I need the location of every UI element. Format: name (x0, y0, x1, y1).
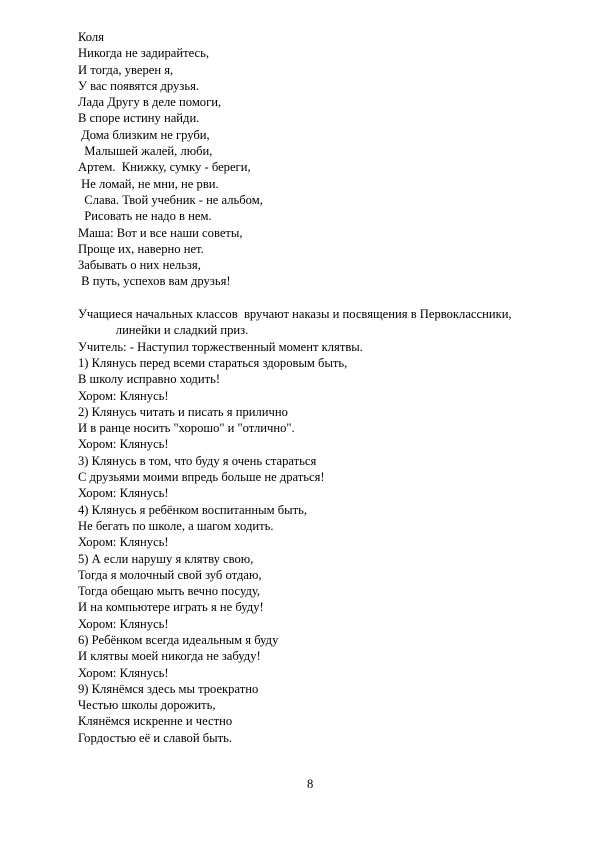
text-line: 4) Клянусь я ребёнком воспитанным быть, (78, 502, 307, 517)
text-line: И тогда, уверен я, (78, 62, 174, 77)
document-text-body (78, 29, 578, 746)
text-line: Учитель: - Наступил торжественный момент клятвы. (78, 339, 363, 354)
text-line: В споре истину найди. (78, 111, 200, 126)
text-line: Честью школы дорожить, (78, 698, 216, 713)
text-line: Хором: Клянусь! (78, 437, 169, 452)
text-line: В путь, успехов вам друзья! (78, 274, 231, 289)
text-line: Не бегать по школе, а шагом ходить. (78, 518, 274, 533)
text-line: Хором: Клянусь! (78, 665, 169, 680)
text-line: Клянёмся искренне и честно (78, 714, 233, 729)
text-line: Проще их, наверно нет. (78, 241, 204, 256)
text-line: 9) Клянёмся здесь мы троекратно (78, 681, 259, 696)
text-line: Тогда я молочный свой зуб отдаю, (78, 567, 262, 582)
text-line: Слава. Твой учебник - не альбом, (78, 192, 263, 207)
text-line: Хором: Клянусь! (78, 388, 169, 403)
text-line: И на компьютере играть я не буду! (78, 600, 264, 615)
text-line: Хором: Клянусь! (78, 535, 169, 550)
text-line: Хором: Клянусь! (78, 616, 169, 631)
text-line: С друзьями моими впредь больше не драться! (78, 470, 325, 485)
page-number: 8 (307, 777, 314, 791)
text-line: 2) Клянусь читать и писать я прилично (78, 404, 288, 419)
text-line: В школу исправно ходить! (78, 372, 221, 387)
text-line: Малышей жалей, люби, (78, 144, 213, 159)
text-line: Рисовать не надо в нем. (78, 209, 212, 224)
text-line: У вас появятся друзья. (78, 78, 200, 93)
text-line: Забывать о них нельзя, (78, 258, 201, 273)
text-line: Не ломай, не мни, не рви. (78, 176, 219, 191)
text-line: Маша: Вот и все наши советы, (78, 225, 243, 240)
text-line: И в ранце носить "хорошо" и "отлично". (78, 421, 295, 436)
text-line: Тогда обещаю мыть вечно посуду, (78, 584, 261, 599)
text-line: 3) Клянусь в том, что буду я очень стараться (78, 453, 317, 468)
text-line: Лада Другу в деле помоги, (78, 95, 222, 110)
text-line: Дома близким не груби, (78, 127, 210, 142)
text-line: 6) Ребёнком всегда идеальным я буду (78, 632, 279, 647)
text-line: 1) Клянусь перед всеми стараться здоровым быть, (78, 355, 348, 370)
text-line: 5) А если нарушу я клятву свою, (78, 551, 254, 566)
text-line: Учащиеся начальных классов вручают наказы и посвящения в Первоклассники, (78, 307, 512, 322)
text-line: Гордостью её и славой быть. (78, 730, 233, 745)
text-line: Хором: Клянусь! (78, 486, 169, 501)
text-line: И клятвы моей никогда не забуду! (78, 649, 261, 664)
blank-line (78, 290, 578, 306)
text-line: Артем. Книжку, сумку - береги, (78, 160, 251, 175)
text-line: Коля (78, 30, 104, 44)
text-line: Никогда не задирайтесь, (78, 46, 209, 61)
text-line: линейки и сладкий приз. (78, 323, 249, 338)
